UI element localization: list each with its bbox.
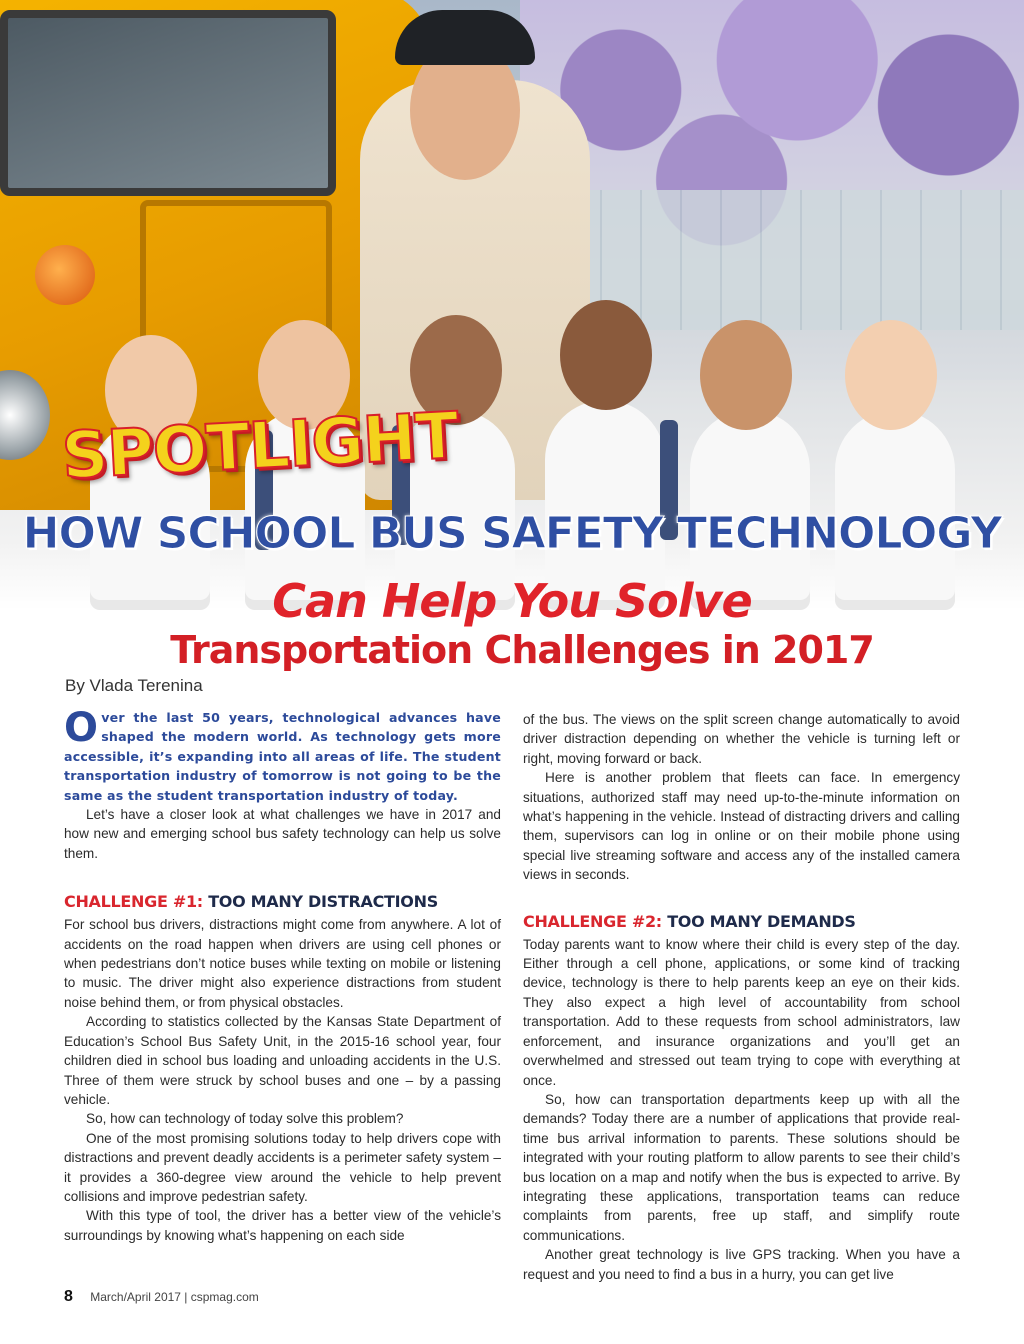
section-label-spotlight: SPOTLIGHT	[60, 399, 460, 494]
article-column-right	[523, 710, 960, 1284]
challenge-1-paragraph-4: One of the most promising solutions today to help drivers cope with distractions and prevent deadly accidents is a perimeter safety system – it provides a 360-degree view around the vehicle to help prevent collisions and improve pedestrian safety.	[64, 1130, 501, 1204]
bus-signal-light	[35, 245, 95, 305]
intro-lead-text: ver the last 50 years, technological advances have shaped the modern world. As technology gets more accessible, it’s expanding into all areas of life. The student transportation industry of tomorrow is not going to be the same as the student transportation industry of today.	[64, 710, 501, 803]
challenge-2-paragraph-2: So, how can transportation departments keep up with all the demands? Today there are a number of applications that provide real-time bus arrival information to parents. These solutions should be integrated with your routing platform to allow parents to see their child’s bus location on a map and notify when the bus is expected to arrive. By integrating these applications, transportation teams can reduce complaints from parents, free up staff, and simplify route communications.	[523, 1091, 960, 1243]
challenge-2-heading	[523, 911, 960, 933]
challenge-1-number: CHALLENGE #1:	[64, 892, 203, 912]
challenge-1-paragraph-3: So, how can technology of today solve this problem?	[86, 1111, 404, 1127]
child-4-face	[560, 300, 652, 410]
intro-paragraph: Let’s have a closer look at what challenges we have in 2017 and how new and emerging school bus safety technology can help us solve them.	[64, 807, 501, 861]
challenge-2-number: CHALLENGE #2:	[523, 911, 662, 931]
child-6-face	[845, 320, 937, 430]
drop-cap: O	[64, 705, 99, 751]
driver-cap	[395, 10, 535, 65]
challenge-1-heading	[64, 891, 501, 913]
challenge-2-paragraph-1: Today parents want to know where their child is every step of the day. Either through a cell phone, applications, or some kind of tracking device, technology is there to help parents keep an eye on their kids. They also expect a high level of accountability from school transportation. Add to these requests from school administrators, law enforcement, and insurance organizations and you’ll get an overwhelmed and stressed out team trying to cope with everything at once.	[523, 936, 960, 1088]
headline-line-3: Transportation Challenges in 2017	[170, 628, 874, 672]
bus-window	[0, 10, 336, 196]
page-number: 8	[64, 1288, 73, 1305]
challenge-1-paragraph-2: According to statistics collected by the Kansas State Department of Education’s School Bus Safety Unit, in the 2015-16 school year, four children died in school bus loading and unloading accidents in the U.S. Three of them were struck by school buses and one – by a passing vehicle.	[64, 1014, 501, 1107]
headline-line-1: HOW SCHOOL BUS SAFETY TECHNOLOGY	[22, 508, 1002, 559]
byline: By Vlada Terenina	[65, 676, 203, 695]
headline-line-2: Can Help You Solve	[272, 574, 752, 628]
intro-lead	[64, 705, 501, 805]
bus-headlamp	[0, 370, 50, 460]
challenge-2-paragraph-3: Another great technology is live GPS tracking. When you have a request and you need to find a bus in a hurry, you can get live	[523, 1247, 960, 1282]
page-footer	[64, 1288, 259, 1306]
continued-paragraph-2: Here is another problem that fleets can face. In emergency situations, authorized staff may need up-to-the-minute information on what’s happening in the vehicle. Instead of distracting drivers and calling them, supervisors can log in online or on their mobile phone using special live streaming software and access any of the installed camera views in seconds.	[523, 770, 960, 883]
challenge-1-title: TOO MANY DISTRACTIONS	[208, 892, 438, 912]
continued-paragraph-1: of the bus. The views on the split screen change automatically to avoid driver distraction depending on whether the vehicle is turning left or right, moving forward or back.	[523, 712, 960, 766]
challenge-2-title: TOO MANY DEMANDS	[667, 911, 856, 931]
article-column-left	[64, 705, 501, 1245]
challenge-1-paragraph-1: For school bus drivers, distractions might come from anywhere. A lot of accidents on the road happen when drivers are using cell phones or when pedestrians don’t notice buses while texting on mobile or listening to music. The driver might also experience distractions from student noise behind them, or from physical obstacles.	[64, 917, 501, 1010]
challenge-1-paragraph-5: With this type of tool, the driver has a better view of the vehicle’s surroundings by knowing what’s happening on each side	[64, 1208, 501, 1243]
child-5-face	[700, 320, 792, 430]
issue-info: March/April 2017 | cspmag.com	[90, 1290, 259, 1304]
